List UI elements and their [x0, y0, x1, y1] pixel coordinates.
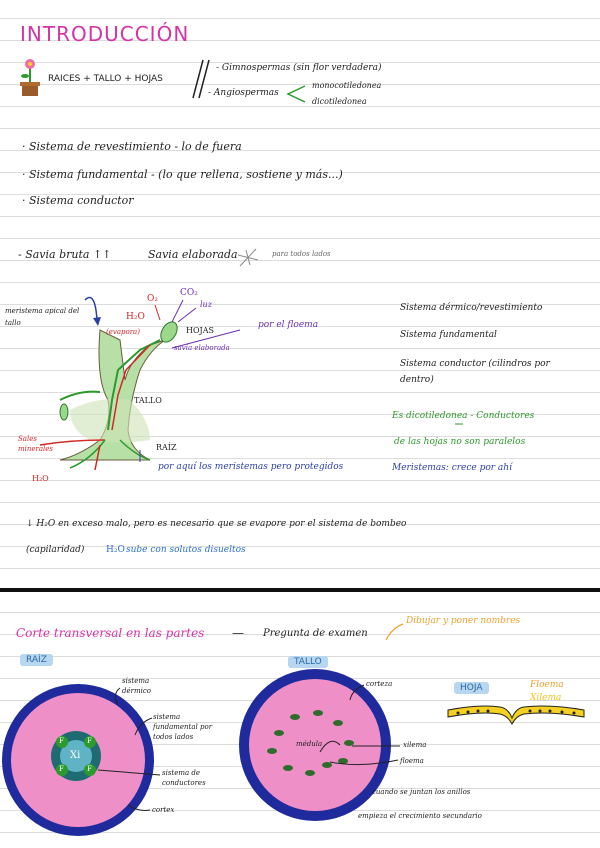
raiz-conductores: sistema de conductores — [162, 769, 206, 787]
system-line-3: · Sistema conductor — [22, 194, 134, 207]
floema-legend: Floema — [530, 680, 564, 690]
gimnospermas-label: - Gimnospermas (sin flor verdadera) — [216, 63, 382, 73]
co2-label: CO₂ — [180, 288, 198, 298]
note-meristemas: Meristemas: crece por ahí — [392, 463, 512, 473]
raiz-label: RAÍZ — [156, 443, 177, 452]
capilaridad: (capilaridad) — [26, 545, 85, 555]
pregunta-examen: Pregunta de examen — [263, 628, 368, 639]
meristema-label: meristema apical del tallo — [5, 307, 80, 327]
raiz-fundamental: sistema fundamental por todos lados — [153, 713, 213, 741]
intro-left: RAICES + TALLO + HOJAS — [48, 74, 163, 84]
note-dico: Es dicotiledonea - Conductores — [392, 411, 535, 421]
raiz-cortex: cortex — [152, 806, 175, 814]
note-fundamental: Sistema fundamental — [400, 330, 497, 340]
raiz-f-4: F — [87, 765, 92, 773]
tallo-xilema: xilema — [403, 741, 427, 749]
dicotiledonea-label: dicotiledonea — [312, 97, 367, 106]
tallo-corteza: corteza — [366, 680, 393, 688]
tallo-floema: floema — [400, 757, 424, 765]
raiz-xi: Xi — [70, 750, 81, 761]
section-divider — [0, 588, 600, 592]
system-line-2: · Sistema fundamental - (lo que rellena, sostiene y más...) — [22, 168, 343, 181]
raiz-tag: RAÍZ — [20, 654, 53, 666]
page-title: INTRODUCCIÓN — [20, 22, 190, 46]
xilema-legend: Xilema — [530, 693, 562, 703]
luz-label: luz — [200, 300, 212, 309]
sales-label: Sales minerales — [18, 435, 54, 453]
root-cross-section — [2, 684, 160, 836]
all-directions-arrows — [238, 249, 258, 266]
o2-label: O₂ — [147, 294, 158, 304]
dibujar-nombres: Dibujar y poner nombres — [406, 616, 521, 626]
water-h2o: H₂O — [106, 545, 125, 555]
note-dico-2: de las hojas no son paralelos — [394, 437, 526, 447]
raiz-f-2: F — [87, 737, 92, 745]
h2o-top-label: H₂O — [126, 312, 145, 322]
hojas-label: HOJAS — [186, 326, 214, 335]
raiz-f-1: F — [59, 737, 64, 745]
monocotiledonea-label: monocotiledonea — [312, 81, 382, 90]
raiz-f-3: F — [59, 765, 64, 773]
floema-label: por el floema — [258, 320, 319, 330]
savia-bruta: - Savia bruta ↑↑ — [18, 248, 112, 261]
flower-pot-icon — [20, 59, 40, 96]
angio-bracket — [288, 86, 305, 102]
meristemas-protegidos: por aquí los meristemas pero protegidos — [158, 462, 344, 472]
h2o-bottom-label: H₂O — [32, 474, 49, 483]
corte-dash: — — [232, 626, 244, 640]
tallo-medula: médula — [296, 740, 323, 748]
savia-todos-lados: para todos lados — [272, 250, 331, 258]
water-line-2: sube con solutos disueltos — [126, 545, 246, 555]
corte-title: Corte transversal en las partes — [16, 626, 205, 640]
savia-elaborada: Savia elaborada — [148, 248, 238, 261]
savia-elaborada-label: savia elaborada — [174, 344, 230, 352]
leaf-cross-section — [448, 706, 584, 724]
hoja-tag: HOJA — [454, 682, 489, 694]
angiospermas-label: - Angiospermas — [208, 88, 279, 98]
raiz-dermico: sistema dérmico — [122, 677, 151, 695]
tallo-secundario: empieza el crecimiento secundario — [358, 812, 482, 820]
system-line-1: · Sistema de revestimiento - lo de fuera — [22, 140, 242, 153]
note-dermico: Sistema dérmico/revestimiento — [400, 303, 543, 313]
evapora-label: (evapora) — [106, 328, 140, 336]
note-conductor: Sistema conductor (cilindros por dentro) — [400, 359, 550, 385]
tallo-tag: TALLO — [288, 656, 328, 668]
water-line-1: ↓ H₂O en exceso malo, pero es necesario que se evapore por el sistema de bombeo — [26, 519, 407, 529]
tallo-label: TALLO — [134, 396, 162, 405]
tallo-anillos: cuando se juntan los anillos — [372, 788, 471, 796]
